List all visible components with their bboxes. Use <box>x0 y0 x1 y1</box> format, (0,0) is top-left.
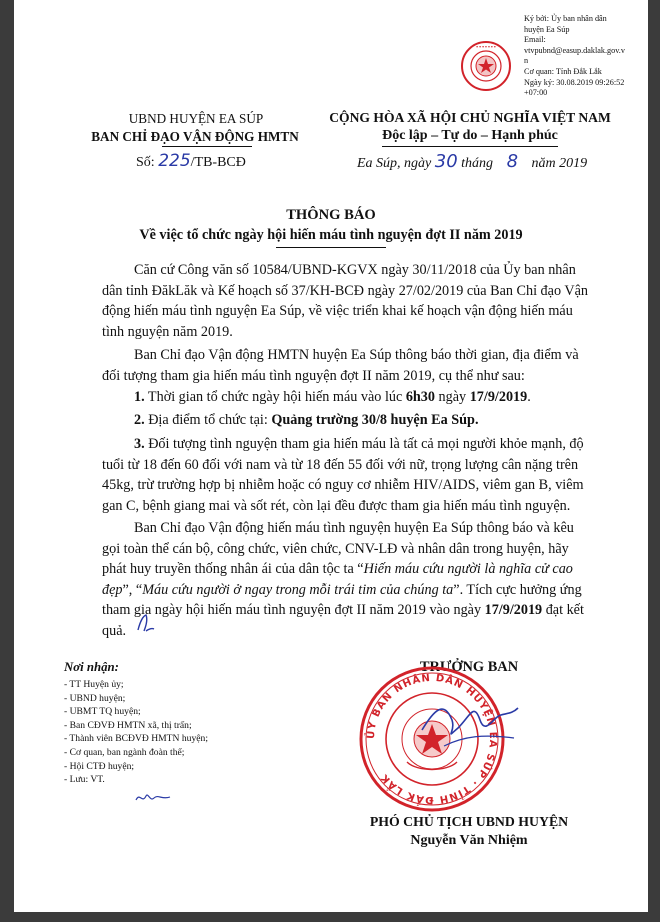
motto: Độc lập – Tự do – Hạnh phúc <box>382 128 558 143</box>
signer-position: PHÓ CHỦ TỊCH UBND HUYỆN <box>369 814 569 829</box>
handwritten-signature-icon <box>414 690 524 760</box>
sig-line: n <box>524 56 529 66</box>
header-right-underline <box>382 146 558 147</box>
date-day-handwritten: 30 <box>434 151 458 172</box>
org-line-2: BAN CHỈ ĐẠO VẬN ĐỘNG HMTN <box>91 129 299 144</box>
signer-role: TRƯỞNG BAN <box>419 659 519 675</box>
paragraph-call-to-action <box>102 518 588 641</box>
sig-line: vtvpubnd@easup.daklak.gov.v <box>524 45 625 55</box>
recipient-item: - Thành viên BCĐVĐ HMTN huyện; <box>64 733 208 745</box>
item-place <box>102 410 588 431</box>
date-prefix: Ea Súp, ngày <box>357 156 432 171</box>
item-time <box>102 387 588 408</box>
event-time: 6h30 <box>405 389 435 405</box>
date-month-handwritten: 8 <box>506 151 519 172</box>
item-number: 1. <box>134 389 145 405</box>
sig-line: Cơ quan: Tỉnh Đắk Lắk <box>524 66 602 76</box>
slogan-2: Máu cứu người ở ngay trong mỗi trái tim của chúng ta <box>142 581 454 598</box>
text: Ban Chỉ đạo Vận động hiến máu tình nguyện huyện Ea Súp thông báo và kêu gọi toàn thể cán bộ, công chức, viên chức, CNV-LĐ và nhân dân trong huyện, hãy phát huy truyền thống nhân ái của dân tộc ta “ <box>102 520 574 577</box>
recipient-item: - Hội CTĐ huyện; <box>64 760 135 772</box>
item-eligibility <box>102 434 588 516</box>
document-number <box>136 151 246 171</box>
title-underline <box>276 247 386 248</box>
slogan-1: Hiến máu cứu người là nghĩa cử cao đẹp <box>102 561 573 598</box>
small-red-seal-icon <box>460 40 512 92</box>
header-left-underline <box>162 146 252 147</box>
recipients-list <box>64 678 208 787</box>
signer-name: Nguyễn Văn Nhiệm <box>410 833 528 848</box>
event-date-repeat: 17/9/2019 <box>484 602 543 618</box>
initial-mark-icon <box>132 786 176 810</box>
event-place: Quảng trường 30/8 huyện Ea Súp. <box>271 412 479 428</box>
document-subtitle: Về việc tổ chức ngày hội hiến máu tình nguyện đợt II năm 2019 <box>139 227 523 243</box>
recipient-item: - TT Huyện ủy; <box>64 679 124 690</box>
recipient-item: - UBND huyện; <box>64 692 126 704</box>
text: ”, “ <box>122 581 143 598</box>
event-date: 17/9/2019 <box>469 389 528 405</box>
item-text: . <box>527 389 531 405</box>
item-text: Địa điểm tổ chức tại: <box>144 412 272 428</box>
svg-text:•••••••: ••••••• <box>475 44 497 51</box>
sig-line: Email: <box>524 35 546 45</box>
seal-text: ỦY BAN NHÂN DÂN HUYỆN EA SÚP · TỈNH ĐẮK LẮK <box>365 672 499 806</box>
handwritten-mark-icon <box>134 612 158 634</box>
text: đạt kết quả. <box>102 602 584 639</box>
digital-signature-info <box>524 14 654 99</box>
number-handwritten: 225 <box>158 151 191 171</box>
item-text: Thời gian tổ chức ngày hội hiến máu vào lúc <box>144 389 406 405</box>
paragraph-basis: Căn cứ Công văn số 10584/UBND-KGVX ngày 30/11/2018 của Ủy ban nhân dân tỉnh ĐăkLăk và Kế hoạch số 37/KH-BCĐ ngày 27/02/2019 của Ban Chỉ đạo Vận động hiến máu tình nguyện Ea Súp, về việc triển khai kế hoạch vận động hiến máu tình nguyện năm 2019. <box>102 262 588 340</box>
document-title: THÔNG BÁO <box>286 207 376 223</box>
sig-line: Ký bởi: Ủy ban nhân dân <box>524 14 607 23</box>
item-number: 3. <box>134 436 145 452</box>
number-prefix: Số: <box>136 155 155 170</box>
number-suffix: /TB-BCĐ <box>190 155 246 170</box>
recipients-heading: Nơi nhận: <box>64 660 119 674</box>
date-month-label: tháng <box>461 156 494 171</box>
sig-line: Ngày ký: 30.08.2019 09:26:52 <box>524 77 625 87</box>
recipient-item: - Lưu: VT. <box>64 774 105 786</box>
document-page <box>14 0 648 912</box>
text: ”. Tích cực hưởng ứng tham gia ngày hội hiến máu tình nguyện đợt II năm 2019 vào ngày <box>102 581 582 618</box>
item-number: 2. <box>134 412 145 428</box>
item-text: ngày <box>435 389 470 405</box>
org-line-1: UBND HUYỆN EA SÚP <box>128 111 264 126</box>
sig-line: huyện Ea Súp <box>524 24 570 34</box>
item-text: Đối tượng tình nguyện tham gia hiến máu là tất cả mọi người khỏe mạnh, độ tuổi từ 18 đến 60 đối với nam và từ 18 đến 55 đối với nữ, trọng lượng cân nặng trên 45kg, trừ trường hợp bị nhiễm hoặc có nguy cơ nhiễm HIV/AIDS, viêm gan B, viêm gan C, bệnh giang mai và sốt rét, còn lại đều được tham gia hiến máu tình nguyện. <box>102 436 584 514</box>
recipient-item: - Cơ quan, ban ngành đoàn thể; <box>64 746 185 758</box>
recipient-item: - UBMT TQ huyện; <box>64 706 141 718</box>
document-date <box>357 151 587 172</box>
recipient-item: - Ban CĐVĐ HMTN xã, thị trấn; <box>64 719 192 731</box>
sig-line: +07:00 <box>524 88 548 98</box>
date-suffix: năm 2019 <box>531 156 588 171</box>
country-name: CỘNG HÒA XÃ HỘI CHỦ NGHĨA VIỆT NAM <box>329 110 611 125</box>
paragraph-announcement: Ban Chỉ đạo Vận động HMTN huyện Ea Súp thông báo thời gian, địa điểm và đối tượng tham gia hiến máu tình nguyện đợt II năm 2019, cụ thể như sau: <box>102 347 579 384</box>
